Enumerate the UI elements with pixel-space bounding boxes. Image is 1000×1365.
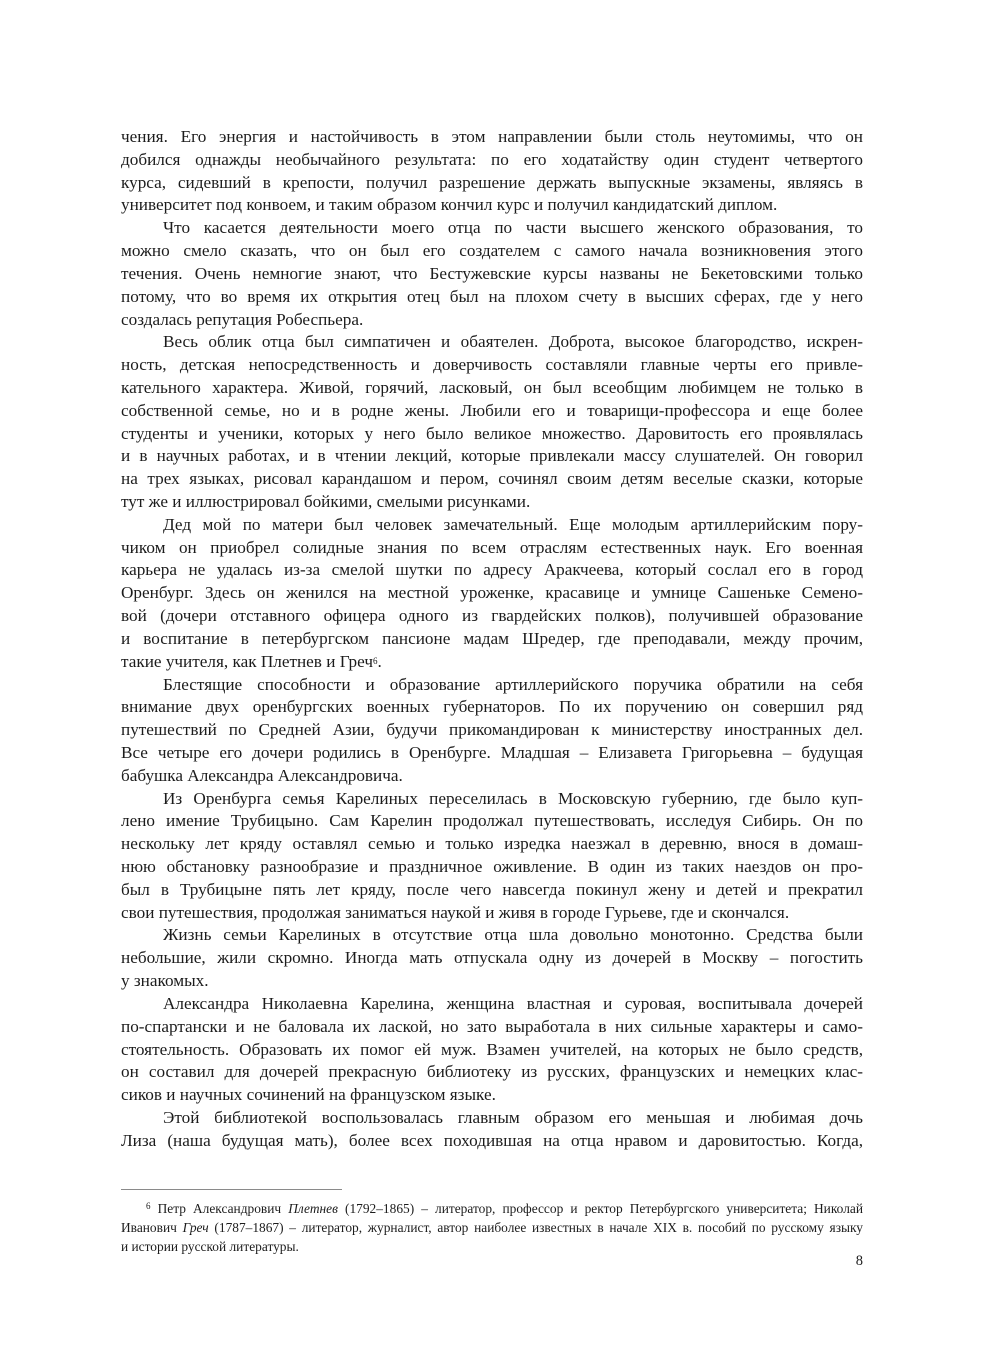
footnote-text: Петр Александрович	[157, 1201, 289, 1216]
footnote-name-italic: Греч	[182, 1220, 209, 1236]
text-line: чиком он приобрел солидные знания по всем отраслям естественных наук. Его военная	[121, 537, 863, 557]
text-line: бабушка Александра Александровича.	[121, 765, 403, 785]
page-number: 8	[855, 1253, 863, 1269]
text-line: можно смело сказать, что он был его создателем с самого начала возникновения этого	[121, 241, 863, 261]
paragraph-karelin-family-move	[121, 788, 863, 925]
text-line: потому, что во время их открытия отец был на плохом счету в высших сферах, где у него	[121, 286, 863, 306]
text-line: кательного характера. Живой, горячий, ласковый, он был всеобщим любимцем не только в	[121, 377, 863, 397]
text-line: он составил для дочерей прекрасную библиотеку из русских, французских и немецких клас-	[121, 1062, 863, 1082]
paragraph-orenburg-travels	[121, 674, 863, 788]
footnote-line	[121, 1218, 863, 1237]
text-line: добился однажды необычайного результата: по его ходатайству один студент четвертого	[121, 149, 863, 169]
text-line: карьера не удалась из-за смелой шутки по адресу Аракчеева, который сослал его в город	[121, 560, 863, 580]
text-line: Александра Николаевна Карелина, женщина властная и суровая, воспитывала дочерей	[163, 993, 863, 1013]
text-line: собственной семье, но и в родне жены. Любили его и товарищи-профессора и еще более	[121, 400, 863, 420]
text-line: студенты и ученики, которых у него было великое множество. Даровитость его проявлялась	[121, 423, 863, 443]
text-line: Этой библиотекой воспользовалась главным образом его меньшая и любимая дочь	[163, 1107, 863, 1127]
text-line: лено имение Трубицыно. Сам Карелин продолжал путешествовать, исследуя Сибирь. Он по	[121, 811, 863, 831]
paragraph-continuation	[121, 126, 863, 217]
text-line: курса, сидевший в крепости, получил разрешение держать выпускные экзамены, являясь в	[121, 172, 863, 192]
text-line: Жизнь семьи Карелиных в отсутствие отца шла довольно монотонно. Средства были	[163, 925, 863, 945]
text-line: университет под конвоем, и таким образом кончил курс и получил кандидатский диплом.	[121, 195, 778, 215]
text-line: Блестящие способности и образование артиллерийского поручика обратили на себя	[163, 674, 863, 694]
text-line-punctuation: .	[377, 651, 382, 671]
footnote-text: Иванович	[121, 1220, 183, 1236]
footnote-divider	[121, 1189, 342, 1190]
footnote-text: (1787–1867) – литератор, журналист, автор наиболее известных в начале XIX в. пособий по русскому языку	[208, 1220, 863, 1236]
paragraph-grandfather	[121, 514, 863, 674]
text-line: стоятельность. Образовать их помог ей муж. Взамен учителей, на которых не было средств,	[121, 1039, 863, 1059]
text-line: Что касается деятельности моего отца по части высшего женского образования, то	[163, 218, 863, 238]
text-line: по-спартански и не баловала их лаской, но зато выработала в них сильные характеры и само-	[121, 1016, 863, 1036]
text-line-content: такие учителя, как Плетнев и Греч	[121, 651, 373, 671]
text-line: внимание двух оренбургских военных губернаторов. По их поручению он совершил ряд	[121, 697, 863, 717]
text-line: сиков и научных сочинений на французском языке.	[121, 1085, 496, 1105]
footnote-line	[121, 1199, 863, 1218]
paragraph-library	[121, 1107, 863, 1153]
text-line: и воспитание в петербургском пансионе мадам Шредер, где преподавали, между прочим,	[121, 628, 863, 648]
text-line: ность, детская непосредственность и доверчивость составляли главные черты его привле-	[121, 355, 863, 375]
text-line: путешествий по Средней Азии, будучи прикомандирован к министерству иностранных дел.	[121, 720, 863, 740]
text-line: и в научных работах, и в чтении лекций, которые привлекали массу слушателей. Он говорил	[121, 446, 863, 466]
text-line: Весь облик отца был симпатичен и обаятелен. Доброта, высокое благородство, искрен-	[163, 332, 863, 352]
footnote-text: (1792–1865) – литератор, профессор и ректор Петербургского университета; Николай	[337, 1201, 863, 1216]
text-line	[121, 651, 863, 674]
paragraph-womens-education	[121, 217, 863, 331]
text-line: нюю обстановку разнообразие и праздничное оживление. В один из таких наездов он про-	[121, 857, 863, 876]
text-line: Оренбург. Здесь он женился на местной уроженке, красавице и умнице Сашеньке Семено-	[121, 583, 863, 603]
text-line: создалась репутация Робеспьера.	[121, 309, 364, 329]
paragraph-family-life	[121, 924, 863, 992]
text-line: Лиза (наша будущая мать), более всех походившая на отца нравом и даровитостью. Когда,	[121, 1130, 863, 1150]
footnote-reference[interactable]: 6	[373, 655, 378, 666]
text-line: был в Трубицыне пять лет кряду, после чего навсегда покинул жену и детей и прекратил	[121, 879, 863, 899]
footnote-marker: 6	[146, 1201, 151, 1211]
text-line: свои путешествия, продолжая заниматься наукой и живя в городе Гурьеве, где и скончался.	[121, 902, 790, 922]
text-line: небольшие, жили скромно. Иногда мать отпускала одну из дочерей в Москву – погостить	[121, 948, 863, 968]
text-line: у знакомых.	[121, 971, 209, 991]
footnote-line	[121, 1237, 863, 1256]
text-line: на трех языках, рисовал карандашом и пером, сочинял своим детям веселые сказки, которые	[121, 469, 863, 489]
text-line: Дед мой по матери был человек замечательный. Еще молодым артиллерийским пору-	[163, 514, 863, 534]
paragraph-alexandra-karelina	[121, 993, 863, 1107]
text-line: Из Оренбурга семья Карелиных переселилась в Московскую губернию, где было куп-	[163, 788, 863, 808]
text-line: тут же и иллюстрировал бойкими, смелыми рисунками.	[121, 492, 531, 511]
paragraph-father-character	[121, 331, 863, 514]
footnote-text: и истории русской литературы.	[121, 1239, 299, 1255]
body-text	[121, 126, 863, 1153]
text-line: чения. Его энергия и настойчивость в этом направлении были столь неутомимы, что он	[121, 127, 863, 146]
text-line: нескольку лет кряду оставлял семью и только изредка наезжал в деревню, внося в домаш-	[121, 834, 863, 854]
text-line: Все четыре его дочери родились в Оренбурге. Младшая – Елизавета Григорьевна – будущая	[121, 742, 863, 762]
footnote-name-italic: Плетнев	[288, 1201, 338, 1216]
text-line: вой (дочери отставного офицера одного из гвардейских полков), получившей образование	[121, 606, 863, 626]
text-line: течения. Очень немногие знают, что Бестужевские курсы названы не Бекетовскими только	[121, 263, 863, 283]
footnote-section	[121, 1199, 863, 1257]
